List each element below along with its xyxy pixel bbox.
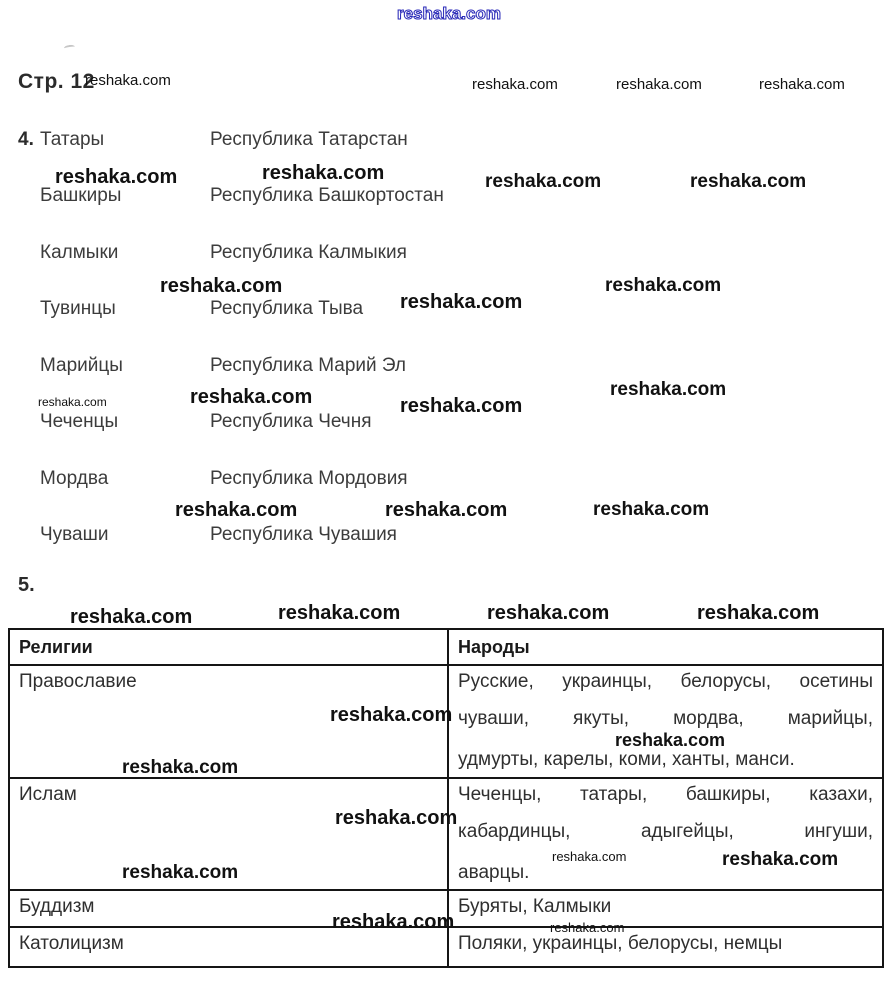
religion-cell: Буддизм — [10, 891, 449, 928]
watermark: reshaka.com — [400, 395, 523, 417]
watermark: reshaka.com — [615, 730, 726, 750]
watermark: reshaka.com — [472, 76, 558, 93]
peoples-line: кабардинцы, адыгейцы, ингуши, — [458, 821, 873, 842]
list-item — [0, 468, 894, 492]
watermark: reshaka.com — [605, 275, 722, 296]
republic-name: Республика Татарстан — [210, 129, 408, 150]
list-item — [0, 411, 894, 435]
list-item — [0, 355, 894, 379]
republic-name: Республика Марий Эл — [210, 355, 407, 376]
people-name: Чуваши — [40, 524, 109, 545]
smudge-mark — [64, 44, 76, 50]
watermark-blue: reshaka.com — [397, 4, 501, 23]
peoples-cell — [449, 779, 882, 891]
republic-name: Республика Калмыкия — [210, 242, 407, 263]
watermark: reshaka.com — [610, 379, 727, 400]
watermark: reshaka.com — [38, 395, 107, 409]
watermark: reshaka.com — [122, 757, 239, 778]
watermark: reshaka.com — [190, 386, 313, 408]
peoples-line: Чеченцы, татары, башкиры, казахи, — [458, 784, 873, 805]
peoples-cell — [449, 928, 882, 966]
watermark: reshaka.com — [552, 849, 627, 864]
watermark: reshaka.com — [385, 499, 508, 521]
watermark: reshaka.com — [616, 76, 702, 93]
people-name: Марийцы — [40, 355, 123, 376]
watermark: reshaka.com — [278, 602, 401, 624]
list-item — [0, 129, 894, 153]
republic-name: Республика Мордовия — [210, 468, 408, 489]
peoples-line: Буряты, Калмыки — [458, 896, 612, 917]
people-name: Калмыки — [40, 242, 119, 263]
people-name: Тувинцы — [40, 298, 116, 319]
watermark: reshaka.com — [55, 166, 178, 188]
religion-cell: Ислам — [10, 779, 449, 891]
page-title: Стр. 12 — [18, 70, 95, 93]
watermark: reshaka.com — [262, 162, 385, 184]
peoples-line: Поляки, украинцы, белорусы, немцы — [458, 933, 783, 954]
section-number: 4. — [18, 129, 34, 150]
list-item — [0, 524, 894, 548]
watermark: reshaka.com — [759, 76, 845, 93]
table-header-religions: Религии — [10, 630, 449, 666]
watermark: reshaka.com — [85, 72, 171, 89]
peoples-line: удмурты, карелы, коми, ханты, манси. — [458, 749, 795, 770]
republic-name: Республика Чечня — [210, 411, 372, 432]
people-name: Татары — [40, 129, 105, 150]
watermark: reshaka.com — [697, 602, 820, 624]
republic-name: Республика Башкортостан — [210, 185, 444, 206]
table-header-peoples: Народы — [449, 630, 882, 666]
religion-cell: Католицизм — [10, 928, 449, 966]
watermark: reshaka.com — [400, 291, 523, 313]
peoples-cell — [449, 666, 882, 779]
republic-name: Республика Тыва — [210, 298, 364, 319]
watermark: reshaka.com — [335, 807, 458, 829]
watermark: reshaka.com — [487, 602, 610, 624]
section-number: 5. — [18, 574, 35, 596]
religion-cell: Православие — [10, 666, 449, 779]
people-name: Чеченцы — [40, 411, 119, 432]
watermark: reshaka.com — [175, 499, 298, 521]
peoples-line: чуваши, якуты, мордва, марийцы, — [458, 708, 873, 729]
watermark: reshaka.com — [332, 911, 455, 933]
list-item — [0, 298, 894, 322]
religion-table — [8, 628, 884, 968]
republic-name: Республика Чувашия — [210, 524, 397, 545]
watermark: reshaka.com — [70, 606, 193, 628]
list-item — [0, 185, 894, 209]
watermark: reshaka.com — [160, 275, 283, 297]
watermark: reshaka.com — [722, 849, 839, 870]
watermark: reshaka.com — [593, 499, 710, 520]
watermark: reshaka.com — [485, 171, 602, 192]
peoples-line: Русские, украинцы, белорусы, осетины — [458, 671, 873, 692]
people-name: Башкиры — [40, 185, 122, 206]
watermark: reshaka.com — [690, 171, 807, 192]
watermark: reshaka.com — [330, 704, 453, 726]
watermark: reshaka.com — [550, 920, 625, 935]
peoples-cell — [449, 891, 882, 928]
people-name: Мордва — [40, 468, 109, 489]
watermark: reshaka.com — [122, 862, 239, 883]
peoples-line: аварцы. — [458, 862, 530, 883]
list-item — [0, 242, 894, 266]
